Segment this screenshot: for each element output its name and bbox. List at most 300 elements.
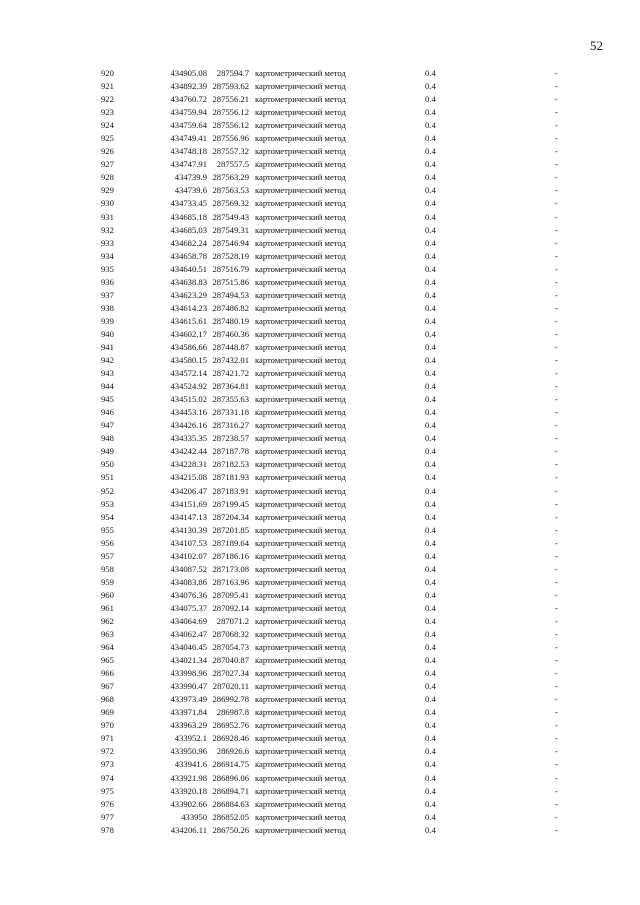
x-coordinate-cell: 434453.16 [170,407,207,418]
accuracy-cell: 0.4 [425,811,436,822]
y-coordinate-cell: 287163.96 [212,576,249,587]
method-cell: картометрический метод [255,289,346,300]
method-cell: картометрический метод [255,263,346,274]
description-cell: - [555,94,558,105]
x-coordinate-cell: 434572.14 [170,368,207,379]
accuracy-cell: 0.4 [425,498,436,509]
point-number-cell: 947 [101,420,114,431]
y-coordinate-cell: 287563.53 [212,185,249,196]
table-row [0,758,640,771]
point-number-cell: 934 [101,250,114,261]
description-cell: - [555,355,558,366]
accuracy-cell: 0.4 [425,355,436,366]
x-coordinate-cell: 434640.51 [170,263,207,274]
x-coordinate-cell: 434682.24 [170,237,207,248]
method-cell: картометрический метод [255,368,346,379]
y-coordinate-cell: 287201.85 [212,524,249,535]
x-coordinate-cell: 434083.86 [170,576,207,587]
accuracy-cell: 0.4 [425,420,436,431]
accuracy-cell: 0.4 [425,772,436,783]
point-number-cell: 971 [101,733,114,744]
point-number-cell: 978 [101,824,114,835]
x-coordinate-cell: 434426.16 [170,420,207,431]
y-coordinate-cell: 287182.53 [212,459,249,470]
y-coordinate-cell: 287181.93 [212,472,249,483]
accuracy-cell: 0.4 [425,720,436,731]
table-row [0,628,640,641]
description-cell: - [555,302,558,313]
y-coordinate-cell: 287173.08 [212,563,249,574]
point-number-cell: 958 [101,563,114,574]
y-coordinate-cell: 287204.34 [212,511,249,522]
point-number-cell: 959 [101,576,114,587]
table-row [0,641,640,654]
accuracy-cell: 0.4 [425,407,436,418]
y-coordinate-cell: 286928.46 [212,733,249,744]
description-cell: - [555,146,558,157]
y-coordinate-cell: 286750.26 [212,824,249,835]
accuracy-cell: 0.4 [425,133,436,144]
x-coordinate-cell: 434242.44 [170,446,207,457]
method-cell: картометрический метод [255,81,346,92]
x-coordinate-cell: 434760.72 [170,94,207,105]
table-row [0,263,640,276]
description-cell: - [555,615,558,626]
accuracy-cell: 0.4 [425,302,436,313]
x-coordinate-cell: 434075.37 [170,602,207,613]
accuracy-cell: 0.4 [425,746,436,757]
description-cell: - [555,328,558,339]
accuracy-cell: 0.4 [425,602,436,613]
method-cell: картометрический метод [255,315,346,326]
x-coordinate-cell: 434905.08 [170,68,207,78]
x-coordinate-cell: 434586.66 [170,341,207,352]
x-coordinate-cell: 434021.34 [170,655,207,666]
point-number-cell: 967 [101,681,114,692]
y-coordinate-cell: 287199.45 [212,498,249,509]
x-coordinate-cell: 434206.47 [170,485,207,496]
table-row [0,772,640,785]
y-coordinate-cell: 287460.36 [212,328,249,339]
method-cell: картометрический метод [255,576,346,587]
y-coordinate-cell: 286952.76 [212,720,249,731]
accuracy-cell: 0.4 [425,707,436,718]
accuracy-cell: 0.4 [425,472,436,483]
table-row [0,745,640,758]
description-cell: - [555,237,558,248]
method-cell: картометрический метод [255,563,346,574]
accuracy-cell: 0.4 [425,629,436,640]
point-number-cell: 963 [101,629,114,640]
x-coordinate-cell: 434046.45 [170,642,207,653]
x-coordinate-cell: 434087.52 [170,563,207,574]
accuracy-cell: 0.4 [425,485,436,496]
accuracy-cell: 0.4 [425,107,436,118]
description-cell: - [555,824,558,835]
method-cell: картометрический метод [255,694,346,705]
x-coordinate-cell: 433971.84 [170,707,207,718]
table-row [0,654,640,667]
y-coordinate-cell: 287040.87 [212,655,249,666]
accuracy-cell: 0.4 [425,615,436,626]
method-cell: картометрический метод [255,172,346,183]
accuracy-cell: 0.4 [425,120,436,131]
y-coordinate-cell: 286894.71 [212,785,249,796]
table-row [0,615,640,628]
method-cell: картометрический метод [255,472,346,483]
description-cell: - [555,81,558,92]
point-number-cell: 961 [101,602,114,613]
description-cell: - [555,720,558,731]
point-number-cell: 949 [101,446,114,457]
point-number-cell: 926 [101,146,114,157]
description-cell: - [555,315,558,326]
table-row [0,811,640,824]
table-row [0,276,640,289]
x-coordinate-cell: 434892.39 [170,81,207,92]
method-cell: картометрический метод [255,433,346,444]
description-cell: - [555,289,558,300]
method-cell: картометрический метод [255,811,346,822]
method-cell: картометрический метод [255,276,346,287]
x-coordinate-cell: 434747.91 [170,159,207,170]
x-coordinate-cell: 434749.41 [170,133,207,144]
accuracy-cell: 0.4 [425,537,436,548]
accuracy-cell: 0.4 [425,341,436,352]
y-coordinate-cell: 287238.57 [212,433,249,444]
x-coordinate-cell: 434102.07 [170,550,207,561]
y-coordinate-cell: 287432.01 [212,355,249,366]
y-coordinate-cell: 287331.18 [212,407,249,418]
y-coordinate-cell: 287316.27 [212,420,249,431]
point-number-cell: 956 [101,537,114,548]
method-cell: картометрический метод [255,485,346,496]
method-cell: картометрический метод [255,772,346,783]
x-coordinate-cell: 434335.35 [170,433,207,444]
x-coordinate-cell: 434580.15 [170,355,207,366]
accuracy-cell: 0.4 [425,394,436,405]
point-number-cell: 972 [101,746,114,757]
y-coordinate-cell: 287020.11 [212,681,249,692]
description-cell: - [555,133,558,144]
accuracy-cell: 0.4 [425,81,436,92]
x-coordinate-cell: 434615.61 [170,315,207,326]
description-cell: - [555,172,558,183]
accuracy-cell: 0.4 [425,250,436,261]
point-number-cell: 977 [101,811,114,822]
accuracy-cell: 0.4 [425,328,436,339]
y-coordinate-cell: 287486.82 [212,302,249,313]
accuracy-cell: 0.4 [425,642,436,653]
description-cell: - [555,681,558,692]
accuracy-cell: 0.4 [425,459,436,470]
point-number-cell: 923 [101,107,114,118]
point-number-cell: 937 [101,289,114,300]
description-cell: - [555,276,558,287]
method-cell: картометрический метод [255,407,346,418]
table-row [0,354,640,367]
y-coordinate-cell: 287557.32 [212,146,249,157]
description-cell: - [555,368,558,379]
description-cell: - [555,159,558,170]
table-row [0,693,640,706]
x-coordinate-cell: 433952.1 [174,733,207,744]
y-coordinate-cell: 287563.29 [212,172,249,183]
method-cell: картометрический метод [255,328,346,339]
table-row [0,576,640,589]
x-coordinate-cell: 434739.6 [174,185,207,196]
method-cell: картометрический метод [255,355,346,366]
description-cell: - [555,224,558,235]
accuracy-cell: 0.4 [425,446,436,457]
x-coordinate-cell: 434614.23 [170,302,207,313]
description-cell: - [555,811,558,822]
method-cell: картометрический метод [255,237,346,248]
description-cell: - [555,446,558,457]
y-coordinate-cell: 287546.94 [212,237,249,248]
y-coordinate-cell: 286926.6 [216,746,249,757]
description-cell: - [555,511,558,522]
method-cell: картометрический метод [255,146,346,157]
method-cell: картометрический метод [255,707,346,718]
y-coordinate-cell: 287516.79 [212,263,249,274]
description-cell: - [555,798,558,809]
y-coordinate-cell: 287183.91 [212,485,249,496]
table-row [0,602,640,615]
method-cell: картометрический метод [255,589,346,600]
description-cell: - [555,550,558,561]
y-coordinate-cell: 287095.41 [212,589,249,600]
x-coordinate-cell: 434685.03 [170,224,207,235]
x-coordinate-cell: 434638.83 [170,276,207,287]
table-row [0,341,640,354]
y-coordinate-cell: 287593.62 [212,81,249,92]
x-coordinate-cell: 434064.69 [170,615,207,626]
x-coordinate-cell: 434215.08 [170,472,207,483]
description-cell: - [555,472,558,483]
table-row [0,224,640,237]
point-number-cell: 955 [101,524,114,535]
y-coordinate-cell: 287556.21 [212,94,249,105]
table-row [0,406,640,419]
method-cell: картометрический метод [255,211,346,222]
table-row [0,197,640,210]
description-cell: - [555,107,558,118]
accuracy-cell: 0.4 [425,668,436,679]
y-coordinate-cell: 287355.63 [212,394,249,405]
table-row [0,824,640,837]
point-number-cell: 939 [101,315,114,326]
table-row [0,445,640,458]
description-cell: - [555,185,558,196]
table-row [0,184,640,197]
accuracy-cell: 0.4 [425,550,436,561]
point-number-cell: 942 [101,355,114,366]
x-coordinate-cell: 434685.18 [170,211,207,222]
y-coordinate-cell: 287071.2 [216,615,249,626]
description-cell: - [555,120,558,131]
point-number-cell: 944 [101,381,114,392]
table-row [0,67,640,80]
method-cell: картометрический метод [255,341,346,352]
accuracy-cell: 0.4 [425,315,436,326]
x-coordinate-cell: 434206.11 [170,824,207,835]
description-cell: - [555,394,558,405]
accuracy-cell: 0.4 [425,368,436,379]
table-row [0,511,640,524]
point-number-cell: 938 [101,302,114,313]
description-cell: - [555,733,558,744]
x-coordinate-cell: 433963.29 [170,720,207,731]
table-row [0,798,640,811]
accuracy-cell: 0.4 [425,694,436,705]
method-cell: картометрический метод [255,733,346,744]
point-number-cell: 935 [101,263,114,274]
method-cell: картометрический метод [255,550,346,561]
method-cell: картометрический метод [255,107,346,118]
x-coordinate-cell: 434759.94 [170,107,207,118]
x-coordinate-cell: 433920.18 [170,785,207,796]
accuracy-cell: 0.4 [425,589,436,600]
method-cell: картометрический метод [255,94,346,105]
y-coordinate-cell: 287556.12 [212,120,249,131]
y-coordinate-cell: 287594.7 [216,68,249,78]
point-number-cell: 950 [101,459,114,470]
accuracy-cell: 0.4 [425,433,436,444]
method-cell: картометрический метод [255,746,346,757]
table-row [0,719,640,732]
coordinates-table [0,67,640,837]
point-number-cell: 932 [101,224,114,235]
y-coordinate-cell: 287187.78 [212,446,249,457]
point-number-cell: 920 [101,68,114,78]
table-row [0,119,640,132]
y-coordinate-cell: 287448.87 [212,341,249,352]
x-coordinate-cell: 433950 [181,811,207,822]
y-coordinate-cell: 287480.19 [212,315,249,326]
method-cell: картометрический метод [255,642,346,653]
description-cell: - [555,250,558,261]
accuracy-cell: 0.4 [425,159,436,170]
table-row [0,419,640,432]
table-row [0,250,640,263]
table-row [0,471,640,484]
accuracy-cell: 0.4 [425,824,436,835]
method-cell: картометрический метод [255,302,346,313]
table-row [0,315,640,328]
table-row [0,563,640,576]
table-row [0,537,640,550]
table-row [0,132,640,145]
point-number-cell: 924 [101,120,114,131]
y-coordinate-cell: 287549.31 [212,224,249,235]
description-cell: - [555,772,558,783]
table-row [0,432,640,445]
point-number-cell: 969 [101,707,114,718]
description-cell: - [555,576,558,587]
x-coordinate-cell: 434228.31 [170,459,207,470]
method-cell: картометрический метод [255,759,346,770]
method-cell: картометрический метод [255,381,346,392]
point-number-cell: 930 [101,198,114,209]
accuracy-cell: 0.4 [425,511,436,522]
x-coordinate-cell: 434062.47 [170,629,207,640]
method-cell: картометрический метод [255,537,346,548]
x-coordinate-cell: 434748.18 [170,146,207,157]
x-coordinate-cell: 434759.64 [170,120,207,131]
description-cell: - [555,68,558,78]
y-coordinate-cell: 287557.5 [216,159,249,170]
description-cell: - [555,668,558,679]
method-cell: картометрический метод [255,498,346,509]
table-row [0,171,640,184]
table-row [0,367,640,380]
accuracy-cell: 0.4 [425,237,436,248]
method-cell: картометрический метод [255,120,346,131]
point-number-cell: 931 [101,211,114,222]
y-coordinate-cell: 287054.73 [212,642,249,653]
accuracy-cell: 0.4 [425,381,436,392]
point-number-cell: 965 [101,655,114,666]
point-number-cell: 975 [101,785,114,796]
point-number-cell: 946 [101,407,114,418]
y-coordinate-cell: 287189.64 [212,537,249,548]
y-coordinate-cell: 286896.06 [212,772,249,783]
accuracy-cell: 0.4 [425,276,436,287]
method-cell: картометрический метод [255,602,346,613]
description-cell: - [555,707,558,718]
description-cell: - [555,459,558,470]
table-row [0,732,640,745]
point-number-cell: 936 [101,276,114,287]
y-coordinate-cell: 287421.72 [212,368,249,379]
x-coordinate-cell: 434658.78 [170,250,207,261]
point-number-cell: 957 [101,550,114,561]
x-coordinate-cell: 434733.45 [170,198,207,209]
method-cell: картометрический метод [255,250,346,261]
table-row [0,680,640,693]
x-coordinate-cell: 433950.96 [170,746,207,757]
point-number-cell: 968 [101,694,114,705]
y-coordinate-cell: 287027.34 [212,668,249,679]
x-coordinate-cell: 433902.66 [170,798,207,809]
page-number: 52 [590,38,603,53]
description-cell: - [555,263,558,274]
y-coordinate-cell: 286852.05 [212,811,249,822]
description-cell: - [555,759,558,770]
description-cell: - [555,407,558,418]
table-row [0,550,640,563]
method-cell: картометрический метод [255,394,346,405]
table-row [0,393,640,406]
table-row [0,302,640,315]
table-row [0,380,640,393]
accuracy-cell: 0.4 [425,94,436,105]
description-cell: - [555,381,558,392]
method-cell: картометрический метод [255,824,346,835]
y-coordinate-cell: 287569.32 [212,198,249,209]
accuracy-cell: 0.4 [425,524,436,535]
method-cell: картометрический метод [255,720,346,731]
y-coordinate-cell: 286987.8 [216,707,249,718]
method-cell: картометрический метод [255,785,346,796]
point-number-cell: 953 [101,498,114,509]
table-row [0,237,640,250]
x-coordinate-cell: 434515.02 [170,394,207,405]
method-cell: картометрический метод [255,459,346,470]
x-coordinate-cell: 434147.13 [170,511,207,522]
x-coordinate-cell: 434130.39 [170,524,207,535]
